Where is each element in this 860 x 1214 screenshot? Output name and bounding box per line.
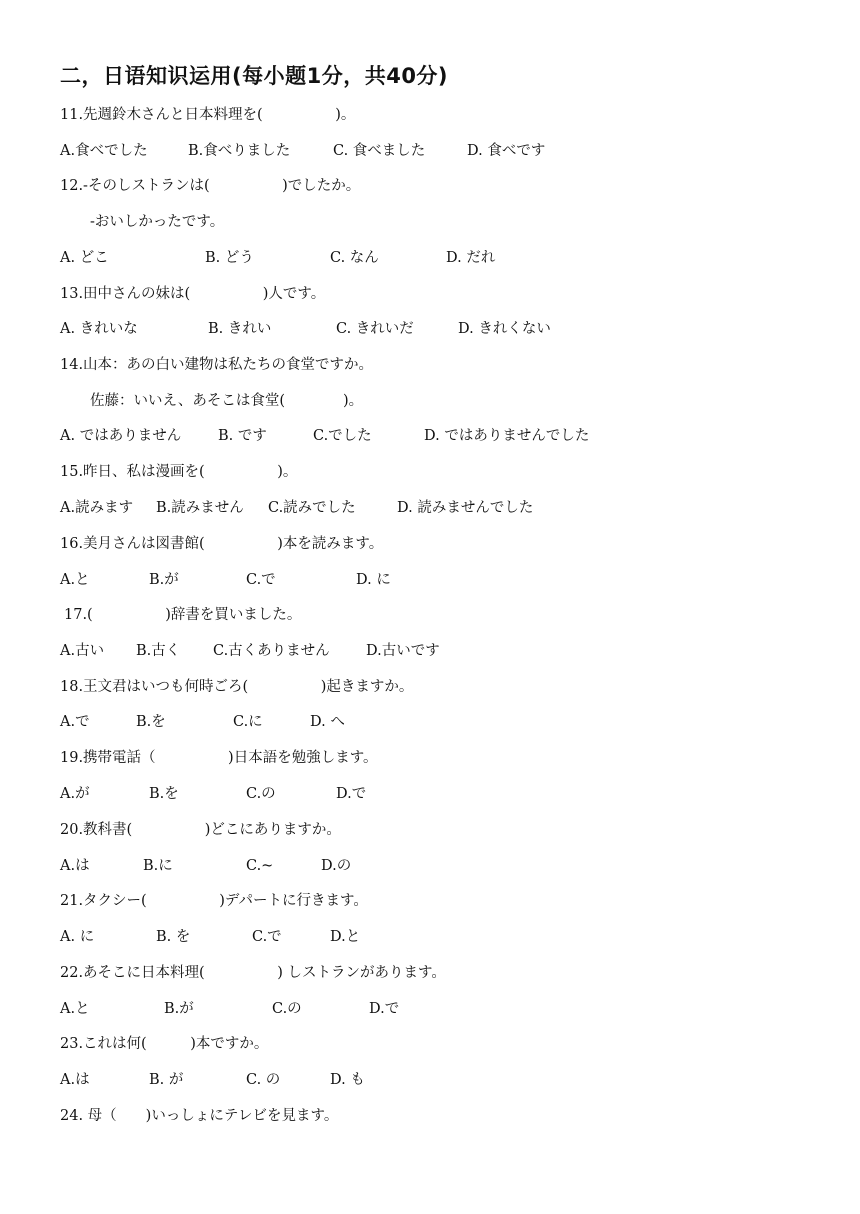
question-14-option-d: D. ではありませんでした — [424, 428, 590, 444]
question-21-option-c: C.で — [252, 929, 282, 945]
question-23-text: 23.これは何( )本ですか。 — [60, 1036, 269, 1052]
question-22-option-c: C.の — [272, 1001, 302, 1017]
question-11-option-a: A.食べでした — [60, 143, 148, 159]
question-15-option-d: D. 読みませんでした — [397, 500, 534, 516]
question-19-option-c: C.の — [246, 786, 276, 802]
question-17-option-b: B.古く — [136, 643, 181, 659]
question-15-option-c: C.読みでした — [268, 500, 356, 516]
question-14-option-b: B. です — [218, 428, 267, 444]
question-14-option-c: C.でした — [313, 428, 372, 444]
question-24-text: 24. 母（ )いっしょにテレビを見ます。 — [60, 1108, 339, 1124]
question-18-text: 18.王文君はいつも何時ごろ( )起きますか。 — [60, 679, 414, 695]
section-title: 二，日语知识运用(每小题1分，共40分) — [60, 64, 449, 88]
question-19-option-b: B.を — [149, 786, 179, 802]
question-13-text: 13.田中さんの妹は( )人です。 — [60, 286, 326, 302]
question-13-option-c: C. きれいだ — [336, 321, 414, 337]
question-12-option-a: A. どこ — [60, 250, 109, 266]
question-22-text: 22.あそこに日本料理( ) しストランがあります。 — [60, 965, 446, 981]
question-11-text: 11.先週鈴木さんと日本料理を( )。 — [60, 107, 356, 123]
question-18-option-d: D. へ — [310, 714, 345, 730]
question-12-option-b: B. どう — [205, 250, 254, 266]
question-20-option-d: D.の — [321, 858, 352, 874]
question-23-option-c: C. の — [246, 1072, 281, 1088]
question-14-reply-line: 佐藤：いいえ、あそこは食堂( )。 — [90, 393, 364, 409]
question-14-text: 14.山本：あの白い建物は私たちの食堂ですか。 — [60, 357, 374, 373]
question-18-option-b: B.を — [136, 714, 166, 730]
question-23-option-d: D. も — [330, 1072, 365, 1088]
question-15-option-b: B.読みません — [156, 500, 244, 516]
question-17-option-d: D.古いです — [366, 643, 440, 659]
question-12-option-c: C. なん — [330, 250, 379, 266]
question-15-option-a: A.読みます — [60, 500, 134, 516]
question-11-option-b: B.食べりました — [188, 143, 291, 159]
question-11-option-d: D. 食べです — [467, 143, 546, 159]
question-14-option-a: A. ではありません — [60, 428, 182, 444]
question-21-option-d: D.と — [330, 929, 361, 945]
question-18-option-c: C.に — [233, 714, 263, 730]
question-16-text: 16.美月さんは図書館( )本を読みます。 — [60, 536, 384, 552]
question-16-option-c: C.で — [246, 572, 276, 588]
question-15-text: 15.昨日、私は漫画を( )。 — [60, 464, 298, 480]
question-20-option-a: A.は — [60, 858, 90, 874]
question-22-option-d: D.で — [369, 1001, 400, 1017]
question-21-option-b: B. を — [156, 929, 191, 945]
question-17-option-a: A.古い — [60, 643, 105, 659]
question-17-text: 17.( )辞書を買いました。 — [64, 607, 302, 623]
question-22-option-b: B.が — [164, 1001, 194, 1017]
question-23-option-a: A.は — [60, 1072, 90, 1088]
question-12-option-d: D. だれ — [446, 250, 496, 266]
question-12-text: 12.-そのしストランは( )でしたか。 — [60, 178, 361, 194]
question-20-option-c: C.~ — [246, 858, 274, 874]
question-13-option-b: B. きれい — [208, 321, 272, 337]
question-21-option-a: A. に — [60, 929, 95, 945]
question-17-option-c: C.古くありません — [213, 643, 330, 659]
question-16-option-a: A.と — [60, 572, 90, 588]
question-23-option-b: B. が — [149, 1072, 184, 1088]
question-12-answer-line: -おいしかったです。 — [90, 214, 225, 230]
question-19-option-a: A.が — [60, 786, 90, 802]
question-20-text: 20.教科書( )どこにありますか。 — [60, 822, 341, 838]
question-13-option-a: A. きれいな — [60, 321, 138, 337]
question-16-option-d: D. に — [356, 572, 391, 588]
question-19-text: 19.携帯電話（ )日本語を勉強します。 — [60, 750, 378, 766]
question-19-option-d: D.で — [336, 786, 367, 802]
question-13-option-d: D. きれくない — [458, 321, 551, 337]
question-16-option-b: B.が — [149, 572, 179, 588]
question-18-option-a: A.で — [60, 714, 90, 730]
question-11-option-c: C. 食べました — [333, 143, 426, 159]
question-20-option-b: B.に — [143, 858, 173, 874]
question-21-text: 21.タクシー( )デパートに行きます。 — [60, 893, 368, 909]
question-22-option-a: A.と — [60, 1001, 90, 1017]
